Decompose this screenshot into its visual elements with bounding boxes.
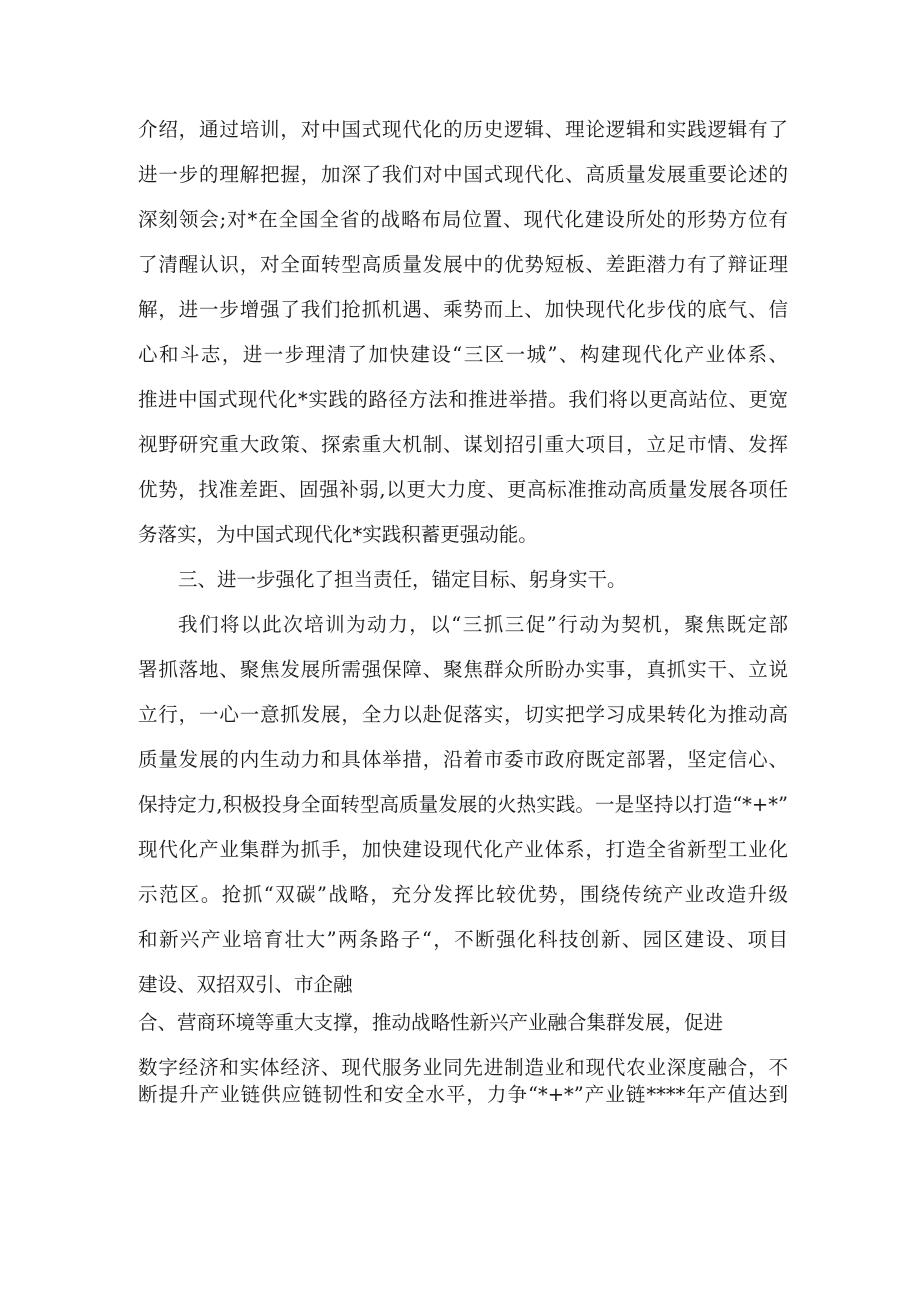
- paragraph-line: 我们将以此次培训为动力，以“三抓三促”行动为契机，聚焦既定部: [178, 613, 788, 636]
- paragraph-line: 数字经济和实体经济、现代服务业同先进制造业和现代农业深度融合，不: [138, 1056, 788, 1079]
- paragraph-line: 务落实，为中国式现代化*实践积蓄更强动能。: [138, 523, 538, 546]
- paragraph-line: 示范区。抢抓“双碳”战略，充分发挥比较优势，围绕传统产业改造升级: [138, 883, 788, 906]
- paragraph-line: 质量发展的内生动力和具体举措，沿着市委市政府既定部署，坚定信心、: [138, 748, 788, 771]
- paragraph-line: 和新兴产业培育壮大”两条路子“，不断强化科技创新、园区建设、项目: [138, 928, 788, 951]
- paragraph-line: 视野研究重大政策、探索重大机制、谋划招引重大项目，立足市情、发挥: [138, 433, 788, 456]
- paragraph-line: 了清醒认识，对全面转型高质量发展中的优势短板、差距潜力有了辩证理: [138, 253, 788, 276]
- paragraph-line: 断提升产业链供应链韧性和安全水平，力争“*+*”产业链****年产值达到: [138, 1083, 788, 1106]
- paragraph-line: 署抓落地、聚焦发展所需强保障、聚焦群众所盼办实事，真抓实干、立说: [138, 658, 788, 681]
- paragraph-line: 建设、双招双引、市企融: [138, 973, 353, 996]
- paragraph-line: 心和斗志，进一步理清了加快建设“三区一城”、构建现代化产业体系、: [138, 343, 788, 366]
- paragraph-line: 推进中国式现代化*实践的路径方法和推进举措。我们将以更高站位、更宽: [138, 388, 788, 411]
- paragraph-line: 解，进一步增强了我们抢抓机遇、乘势而上、加快现代化步伐的底气、信: [138, 298, 788, 321]
- paragraph-line: 现代化产业集群为抓手，加快建设现代化产业体系，打造全省新型工业化: [138, 838, 788, 861]
- paragraph-line: 合、营商环境等重大支撑，推动战略性新兴产业融合集群发展，促进: [138, 1011, 724, 1034]
- paragraph-line: 介绍，通过培训，对中国式现代化的历史逻辑、理论逻辑和实践逻辑有了: [138, 118, 788, 141]
- section-heading: 三、进一步强化了担当责任，锚定目标、躬身实干。: [178, 568, 627, 591]
- paragraph-line: 保持定力,积极投身全面转型高质量发展的火热实践。一是坚持以打造“*+*”: [138, 793, 788, 816]
- paragraph-line: 深刻领会;对*在全国全省的战略布局位置、现代化建设所处的形势方位有: [138, 208, 788, 231]
- paragraph-line: 进一步的理解把握，加深了我们对中国式现代化、高质量发展重要论述的: [138, 163, 788, 186]
- paragraph-line: 立行，一心一意抓发展，全力以赴促落实，切实把学习成果转化为推动高: [138, 703, 788, 726]
- paragraph-line: 优势，找准差距、固强补弱,以更大力度、更高标准推动高质量发展各项任: [138, 478, 788, 501]
